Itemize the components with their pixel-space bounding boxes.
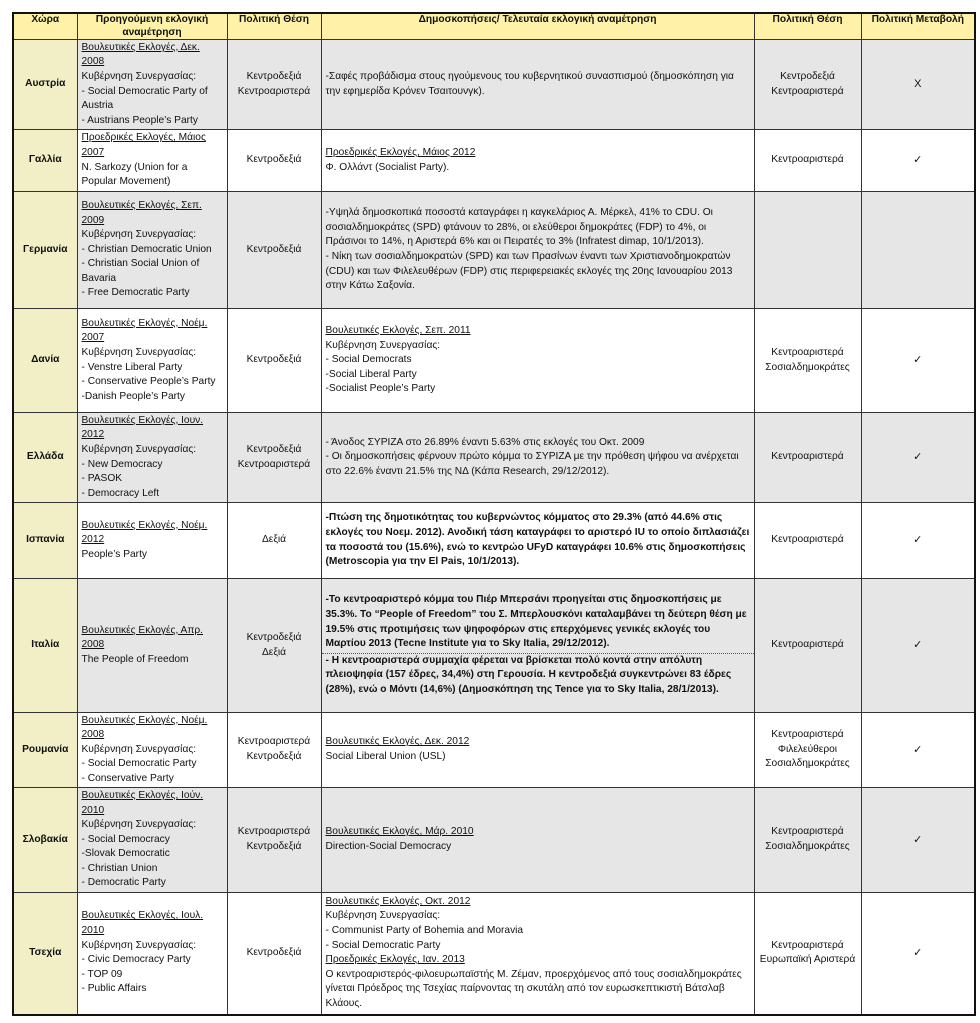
new-position-cell (754, 130, 861, 192)
header-political-change: Πολιτική Μεταβολή (861, 13, 975, 40)
previous-election-line: - Democracy Left (81, 487, 160, 499)
table-row-germany (13, 192, 975, 309)
polls-title: Βουλευτικές Εκλογές, Οκτ. 2012 (325, 895, 471, 907)
country-cell: Γαλλία (13, 130, 77, 192)
new-position-cell (754, 579, 861, 713)
position-label: Κεντροδεξιά (780, 70, 835, 82)
check-icon: ✓ (861, 579, 975, 713)
previous-election-line: -Slovak Democratic (81, 848, 170, 860)
polls-line: -Socialist People’s Party (325, 383, 436, 395)
header-previous-election: Προηγούμενη εκλογική αναμέτρηση (77, 13, 227, 40)
previous-election-title: Βουλευτικές Εκλογές, Ιουλ. 2010 (81, 910, 204, 937)
previous-election-title: Βουλευτικές Εκλογές, Νοέμ. 2012 (81, 519, 208, 546)
previous-election-line: Κυβέρνηση Συνεργασίας: (81, 346, 197, 358)
position-label: Κεντροαριστερά (771, 346, 844, 358)
country-cell: Γερμανία (13, 192, 77, 309)
political-position-cell (227, 579, 321, 713)
check-icon: ✓ (861, 130, 975, 192)
polls-line: Direction-Social Democracy (325, 841, 452, 852)
political-position-cell (227, 309, 321, 413)
polls-line: Ο κεντροαριστερός-φιλοευρωπαϊστής Μ. Ζέμαν, προερχόμενος από τους σοσιαλδημοκράτες γίνεται Πρόεδρος της Τσεχίας παίρνοντας τη σκυτάλη από τον ευρωσκεπτικιστή Βάτσλαβ Κλάους. (325, 968, 742, 1010)
position-label: Κεντροαριστερά (771, 939, 844, 951)
new-position-cell (754, 788, 861, 893)
previous-election-cell (77, 309, 227, 413)
country-cell: Ισπανία (13, 503, 77, 579)
country-cell: Σλοβακία (13, 788, 77, 893)
position-label: Κεντροαριστερά (771, 85, 844, 97)
previous-election-cell (77, 713, 227, 788)
polls-cell (321, 503, 754, 579)
position-label: Κεντροδεξιά (246, 751, 302, 762)
polls-title: Βουλευτικές Εκλογές, Δεκ. 2012 (325, 736, 470, 748)
polls-cell (321, 893, 754, 1015)
political-position-cell (227, 413, 321, 503)
political-position-cell (227, 130, 321, 192)
table-row-spain (13, 503, 975, 579)
table-row-austria (13, 40, 975, 130)
country-cell: Τσεχία (13, 893, 77, 1015)
position-label: Κεντροδεξιά (246, 443, 302, 455)
new-position-cell (754, 40, 861, 130)
polls-line: Φ. Ολλάντ (Socialist Party). (325, 161, 450, 173)
new-position-cell (754, 309, 861, 413)
previous-election-cell (77, 130, 227, 192)
polls-title: Προεδρικές Εκλογές, Ιαν. 2013 (325, 954, 465, 966)
political-position-cell (227, 713, 321, 788)
polls-line: -Το κεντροαριστερό κόμμα του Πιέρ Μπερσάνι προηγείται στις δημοσκοπήσεις με 35.3%. Το “People of Freedom” του Σ. Μπερλουσκόνι καταλαμβάνει τη δεύτερη θέση με 19.5% στις προτιμήσεις των ψηφοφόρων στις επερχόμενες γενικές εκλογές του Μαρτίου 2013 (Tecne Institute για το Sky Italia, 29/12/2012). (325, 594, 747, 650)
previous-election-line: Κυβέρνηση Συνεργασίας: (81, 229, 197, 241)
previous-election-line: People’s Party (81, 548, 148, 560)
new-position-cell (754, 503, 861, 579)
previous-election-line: The People of Freedom (81, 653, 189, 665)
previous-election-line: - Christian Union (81, 862, 158, 874)
polls-line: Κυβέρνηση Συνεργασίας: (325, 910, 441, 922)
check-icon: ✓ (861, 309, 975, 413)
previous-election-line: - Social Democratic Party of Austria (81, 85, 208, 112)
previous-election-title: Βουλευτικές Εκλογές, Δεκ. 2008 (81, 41, 200, 68)
position-label: Κεντροδεξιά (246, 946, 302, 958)
previous-election-cell (77, 413, 227, 503)
political-position-cell (227, 503, 321, 579)
previous-election-line: - Public Affairs (81, 983, 147, 995)
polls-line: - Άνοδος ΣΥΡΙΖΑ στο 26.89% έναντι 5.63% στις εκλογές του Οκτ. 2009 (325, 436, 645, 448)
previous-election-title: Βουλευτικές Εκλογές, Νοέμ. 2008 (81, 714, 208, 741)
table-row-czech (13, 893, 975, 1015)
previous-election-line: - Conservative People’s Party (81, 376, 216, 388)
polls-cell (321, 192, 754, 309)
position-label: Κεντροαριστερά (771, 534, 844, 546)
table-row-denmark (13, 309, 975, 413)
change-cell (861, 192, 975, 309)
position-label: Κεντροδεξιά (246, 154, 302, 166)
position-label: Κεντροδεξιά (246, 631, 302, 643)
polls-cell (321, 309, 754, 413)
check-icon: ✓ (861, 413, 975, 503)
position-label: Κεντροδεξιά (246, 70, 302, 82)
polls-title: Βουλευτικές Εκλογές, Μάρ. 2010 (325, 826, 474, 838)
previous-election-title: Βουλευτικές Εκλογές, Νοέμ. 2007 (81, 317, 208, 344)
position-label: Κεντροδεξιά (246, 354, 302, 366)
previous-election-line: - Civic Democracy Party (81, 954, 191, 966)
change-cell: X (861, 40, 975, 130)
previous-election-line: - Christian Democratic Union (81, 243, 212, 255)
check-icon: ✓ (861, 503, 975, 579)
polls-line: - Social Democrats (325, 354, 412, 366)
position-label: Δεξιά (261, 534, 287, 546)
position-label: Σοσιαλδημοκράτες (765, 758, 850, 770)
polls-line: Κυβέρνηση Συνεργασίας: (325, 339, 441, 351)
previous-election-line: Κυβέρνηση Συνεργασίας: (81, 743, 197, 755)
polls-line: - Νίκη των σοσιαλδημοκρατών (SPD) και των Πρασίνων έναντι των Χριστιανοδημοκρατών (CDU) και των Φιλελευθέρων (FDP) στις περιφερειακές εκλογές της 20ης Ιανουαρίου 2013 στην Κάτω Σαξονία. (325, 251, 733, 292)
check-icon: ✓ (861, 713, 975, 788)
polls-cell (321, 788, 754, 893)
position-label: Κεντροαριστερά (237, 826, 311, 838)
polls-line: - Οι δημοσκοπήσεις φέρνουν πρώτο κόμμα το ΣΥΡΙΖΑ με την πρόθεση ψήφου να ανέρχεται στο 22.6% έναντι 21.5% της ΝΔ (Κάπα Research, 29/12/2012). (325, 451, 739, 477)
position-label: Σοσιαλδημοκράτες (765, 841, 850, 852)
table-row-france (13, 130, 975, 192)
header-country: Χώρα (13, 13, 77, 40)
previous-election-line: - Social Democracy (81, 833, 170, 845)
elections-comparison-table (12, 12, 976, 1016)
previous-election-title: Βουλευτικές Εκλογές, Απρ. 2008 (81, 624, 203, 651)
polls-line: - Communist Party of Bohemia and Moravia (325, 925, 524, 937)
position-label: Κεντροαριστερά (771, 154, 844, 166)
country-cell: Ρουμανία (13, 713, 77, 788)
polls-title: Προεδρικές Εκλογές, Μάιος 2012 (325, 146, 476, 158)
position-label: Κεντροδεξιά (246, 841, 302, 852)
position-label: Κεντροαριστερά (237, 85, 311, 97)
previous-election-cell (77, 192, 227, 309)
country-cell: Ελλάδα (13, 413, 77, 503)
position-label: Κεντροαριστερά (771, 729, 844, 741)
position-label: Κεντροαριστερά (771, 826, 844, 838)
check-icon: ✓ (861, 893, 975, 1015)
header-new-political-position: Πολιτική Θέση (754, 13, 861, 40)
country-cell: Ιταλία (13, 579, 77, 713)
position-label: Κεντροαριστερά (771, 451, 844, 463)
table-row-italy (13, 579, 975, 713)
position-label: Δεξιά (261, 646, 287, 658)
check-icon: ✓ (861, 788, 975, 893)
polls-cell (321, 579, 754, 713)
polls-line: -Υψηλά δημοσκοπικά ποσοστά καταγράφει η καγκελάριος Α. Μέρκελ, 41% το CDU. Οι σοσιαλδημοκράτες (SPD) φτάνουν το 28%, οι ελεύθεροι δημοκράτες (FDP) το 4%, οι Πράσινοι το 14%, η Αριστερά 6% και οι Πειρατές το 3% (Infratest dimap, 10/1/2013). (325, 207, 713, 248)
position-label: Κεντροαριστερά (771, 639, 844, 651)
previous-election-line: - Social Democratic Party (81, 758, 197, 770)
new-position-cell (754, 893, 861, 1015)
polls-line: - Η κεντροαριστερά συμμαχία φέρεται να βρίσκεται πολύ κοντά στην απόλυτη πλειοψηφία (157 έδρες, 34,4%) στη Γερουσία. Η κεντροδεξιά συγκεντρώνει 83 έδρες (28%), ενώ ο Μόντι (14,6%) (Δημοσκόπηση της Tence για το Sky Italia, 28/1/2013). (322, 653, 754, 698)
previous-election-cell (77, 788, 227, 893)
position-label: Σοσιαλδημοκράτες (765, 361, 850, 373)
political-position-cell (227, 788, 321, 893)
header-row (13, 13, 975, 40)
position-label: Φιλελεύθεροι (777, 743, 838, 755)
previous-election-title: Βουλευτικές Εκλογές, Σεπ. 2009 (81, 199, 202, 226)
polls-cell (321, 713, 754, 788)
polls-cell (321, 413, 754, 503)
new-position-cell (754, 192, 861, 309)
country-cell: Δανία (13, 309, 77, 413)
previous-election-line: N. Sarkozy (Union for a Popular Movement) (81, 161, 188, 188)
political-position-cell (227, 40, 321, 130)
new-position-cell (754, 413, 861, 503)
previous-election-title: Προεδρικές Εκλογές, Μάιος 2007 (81, 132, 206, 158)
previous-election-line: -Danish People’s Party (81, 390, 185, 402)
polls-line: Social Liberal Union (USL) (325, 751, 446, 762)
position-label: Ευρωπαϊκή Αριστερά (759, 954, 856, 966)
table-row-romania (13, 713, 975, 788)
previous-election-cell (77, 40, 227, 130)
previous-election-line: Κυβέρνηση Συνεργασίας: (81, 939, 197, 951)
position-label: Κεντροαριστερά (237, 736, 311, 748)
political-position-cell (227, 893, 321, 1015)
polls-line: -Πτώση της δημοτικότητας του κυβερνώντος κόμματος στο 29.3% (από 44.6% στις εκλογές του Νοεμ. 2012). Ανοδική τάση καταγράφει το αριστερό IU το οποίο διπλασιάζει τα ποσοστά του (15.6%), ενώ το κεντρώο UFyD καταγράφει 10.6% στις δημοσκοπήσεις (Metroscopia για την El Pais, 10/1/2013). (325, 512, 750, 568)
new-position-cell (754, 713, 861, 788)
previous-election-cell (77, 503, 227, 579)
previous-election-line: - New Democracy (81, 458, 163, 470)
previous-election-line: Κυβέρνηση Συνεργασίας: (81, 819, 197, 831)
previous-election-line: - Christian Social Union of Bavaria (81, 258, 200, 284)
country-cell: Αυστρία (13, 40, 77, 130)
polls-title: Βουλευτικές Εκλογές, Σεπ. 2011 (325, 325, 471, 337)
table-row-slovakia (13, 788, 975, 893)
position-label: Κεντροδεξιά (246, 243, 302, 255)
polls-cell (321, 40, 754, 130)
previous-election-line: - Free Democratic Party (81, 287, 190, 299)
previous-election-line: - Democratic Party (81, 877, 166, 889)
previous-election-title: Βουλευτικές Εκλογές, Ιουν. 2012 (81, 414, 204, 441)
previous-election-line: Κυβέρνηση Συνεργασίας: (81, 70, 197, 82)
previous-election-title: Βουλευτικές Εκλογές, Ιούν. 2010 (81, 789, 204, 816)
previous-election-line: - Venstre Liberal Party (81, 361, 183, 373)
previous-election-cell (77, 579, 227, 713)
polls-line: - Social Democratic Party (325, 939, 441, 951)
polls-line: -Social Liberal Party (325, 368, 417, 380)
previous-election-line: - TOP 09 (81, 968, 123, 980)
political-position-cell (227, 192, 321, 309)
table-row-greece (13, 413, 975, 503)
previous-election-line: - Conservative Party (81, 772, 174, 784)
position-label: Κεντροαριστερά (237, 458, 311, 470)
header-political-position: Πολιτική Θέση (227, 13, 321, 40)
previous-election-line: - Austrians People’s Party (81, 114, 198, 126)
previous-election-line: Κυβέρνηση Συνεργασίας: (81, 443, 197, 455)
header-polls: Δημοσκοπήσεις/ Τελευταία εκλογική αναμέτρηση (321, 13, 754, 40)
polls-line: -Σαφές προβάδισμα στους ηγούμενους του κυβερνητικού συνασπισμού (δημοσκόπηση για την εφημερίδα Κρόνεν Τσαιτουνγκ). (325, 70, 734, 97)
previous-election-cell (77, 893, 227, 1015)
previous-election-line: - PASOK (81, 473, 123, 485)
polls-cell (321, 130, 754, 192)
